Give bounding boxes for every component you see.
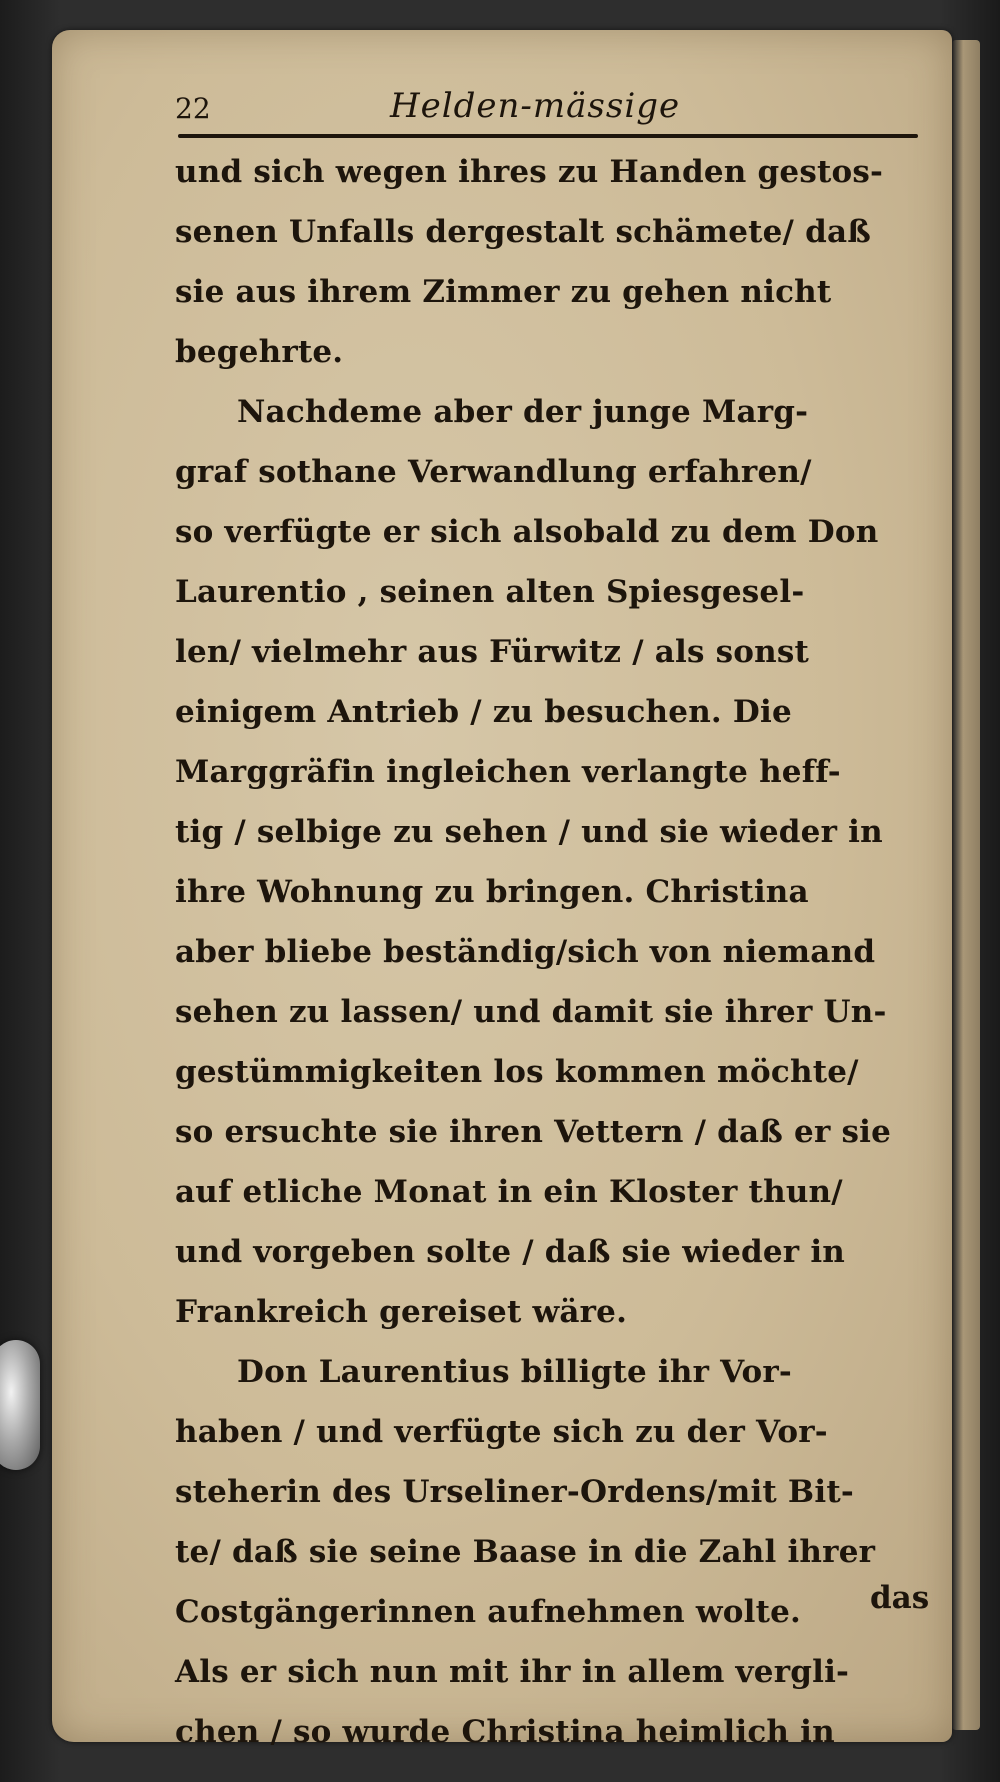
- catchword: das: [870, 1580, 930, 1616]
- running-head: Helden-mässige: [390, 86, 681, 126]
- text-line: Nachdeme aber der junge Marg-: [237, 394, 809, 430]
- text-line: te/ daß sie seine Baase in die Zahl ihrer: [175, 1534, 876, 1570]
- page-number: 22: [175, 92, 211, 125]
- text-line: Costgängerinnen aufnehmen wolte.: [175, 1594, 802, 1630]
- text-line: aber bliebe beständig/sich von niemand: [175, 934, 876, 970]
- page-header: [175, 86, 925, 130]
- text-line: len/ vielmehr aus Fürwitz / als sonst: [175, 634, 810, 670]
- text-line: Laurentio , seinen alten Spiesgesel-: [175, 574, 805, 610]
- body-text: [175, 142, 945, 1762]
- text-line: so ersuchte sie ihren Vettern / daß er sie: [175, 1114, 892, 1150]
- text-line: Frankreich gereiset wäre.: [175, 1294, 628, 1330]
- text-line: chen / so wurde Christina heimlich in: [175, 1714, 835, 1750]
- text-line: tig / selbige zu sehen / und sie wieder in: [175, 814, 883, 850]
- text-line: Marggräfin ingleichen verlangte heff-: [175, 754, 841, 790]
- text-line: und sich wegen ihres zu Handen gestos-: [175, 154, 884, 190]
- text-line: einigem Antrieb / zu besuchen. Die: [175, 694, 792, 730]
- text-line: auf etliche Monat in ein Kloster thun/: [175, 1174, 843, 1210]
- text-line: Als er sich nun mit ihr in allem vergli-: [175, 1654, 850, 1690]
- text-line: begehrte.: [175, 334, 344, 370]
- text-line: Don Laurentius billigte ihr Vor-: [237, 1354, 792, 1390]
- page-edge-shadow: [952, 40, 980, 1730]
- text-line: sehen zu lassen/ und damit sie ihrer Un-: [175, 994, 887, 1030]
- text-line: so verfügte er sich alsobald zu dem Don: [175, 514, 879, 550]
- text-line: senen Unfalls dergestalt schämete/ daß: [175, 214, 871, 250]
- text-line: gestümmigkeiten los kommen möchte/: [175, 1054, 859, 1090]
- text-line: ihre Wohnung zu bringen. Christina: [175, 874, 809, 910]
- text-line: steherin des Urseliner-Ordens/mit Bit-: [175, 1474, 854, 1510]
- text-line: graf sothane Verwandlung erfahren/: [175, 454, 812, 490]
- text-line: und vorgeben solte / daß sie wieder in: [175, 1234, 846, 1270]
- text-line: haben / und verfügte sich zu der Vor-: [175, 1414, 828, 1450]
- page-clip: [0, 1340, 40, 1470]
- header-rule: [178, 134, 918, 138]
- text-line: sie aus ihrem Zimmer zu gehen nicht: [175, 274, 832, 310]
